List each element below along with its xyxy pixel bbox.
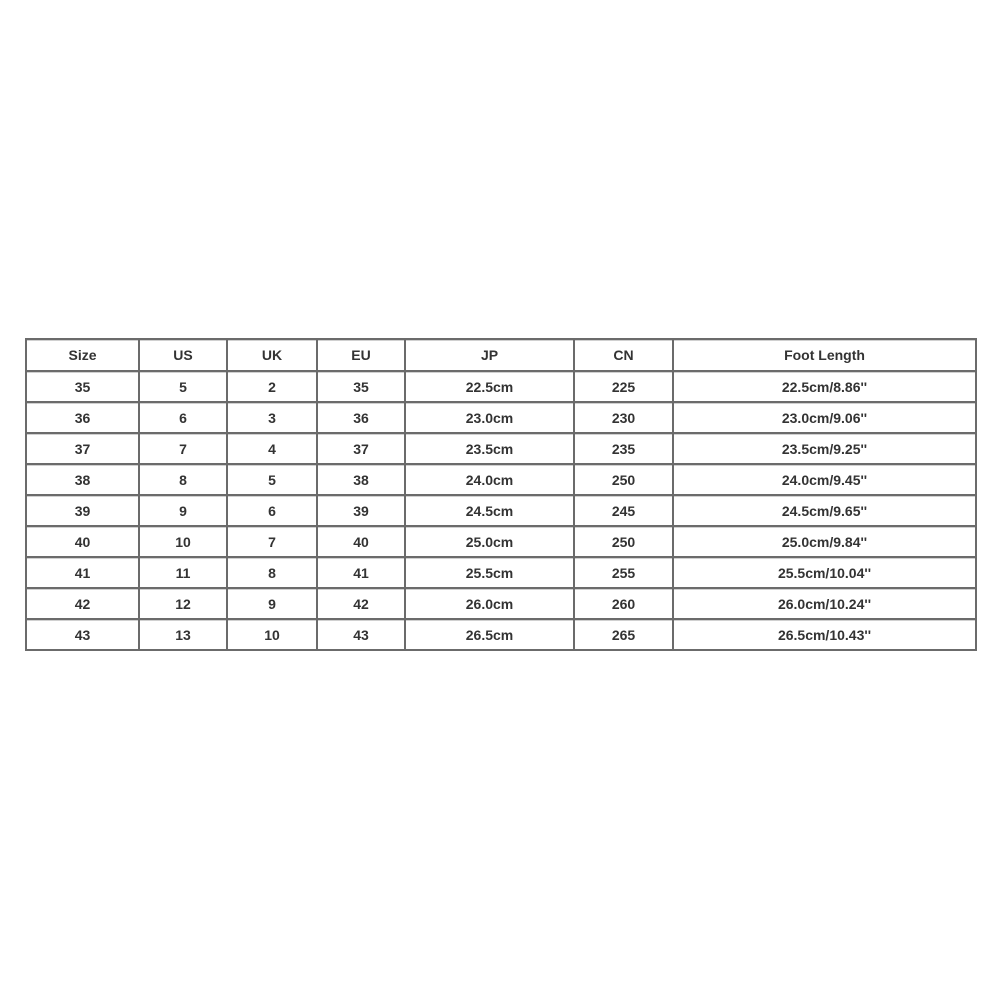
cell-uk: 7 — [228, 527, 318, 558]
header-eu: EU — [318, 340, 406, 372]
cell-foot-length: 24.5cm/9.65'' — [674, 496, 977, 527]
cell-eu: 43 — [318, 620, 406, 651]
table-row — [27, 465, 977, 496]
cell-cn: 235 — [575, 434, 674, 465]
cell-us: 10 — [140, 527, 228, 558]
cell-jp: 26.5cm — [406, 620, 575, 651]
cell-size: 43 — [27, 620, 140, 651]
cell-size: 37 — [27, 434, 140, 465]
table-row — [27, 434, 977, 465]
cell-eu: 42 — [318, 589, 406, 620]
cell-us: 7 — [140, 434, 228, 465]
cell-uk: 2 — [228, 372, 318, 403]
size-chart-table — [25, 338, 977, 651]
cell-cn: 260 — [575, 589, 674, 620]
table-header-row — [27, 340, 977, 372]
table-row — [27, 403, 977, 434]
cell-jp: 24.0cm — [406, 465, 575, 496]
cell-foot-length: 23.0cm/9.06'' — [674, 403, 977, 434]
cell-eu: 41 — [318, 558, 406, 589]
cell-us: 6 — [140, 403, 228, 434]
cell-uk: 3 — [228, 403, 318, 434]
cell-uk: 9 — [228, 589, 318, 620]
table-row — [27, 496, 977, 527]
cell-foot-length: 26.0cm/10.24'' — [674, 589, 977, 620]
cell-cn: 250 — [575, 465, 674, 496]
cell-eu: 37 — [318, 434, 406, 465]
cell-foot-length: 26.5cm/10.43'' — [674, 620, 977, 651]
cell-size: 36 — [27, 403, 140, 434]
cell-size: 42 — [27, 589, 140, 620]
cell-foot-length: 24.0cm/9.45'' — [674, 465, 977, 496]
cell-uk: 4 — [228, 434, 318, 465]
cell-cn: 250 — [575, 527, 674, 558]
cell-us: 12 — [140, 589, 228, 620]
header-foot-length: Foot Length — [674, 340, 977, 372]
cell-jp: 26.0cm — [406, 589, 575, 620]
cell-jp: 23.5cm — [406, 434, 575, 465]
cell-uk: 5 — [228, 465, 318, 496]
cell-size: 38 — [27, 465, 140, 496]
header-cn: CN — [575, 340, 674, 372]
table-row — [27, 620, 977, 651]
cell-eu: 38 — [318, 465, 406, 496]
cell-us: 5 — [140, 372, 228, 403]
cell-jp: 22.5cm — [406, 372, 575, 403]
table-row — [27, 527, 977, 558]
header-uk: UK — [228, 340, 318, 372]
header-jp: JP — [406, 340, 575, 372]
cell-us: 9 — [140, 496, 228, 527]
cell-foot-length: 23.5cm/9.25'' — [674, 434, 977, 465]
cell-size: 39 — [27, 496, 140, 527]
cell-jp: 24.5cm — [406, 496, 575, 527]
cell-jp: 23.0cm — [406, 403, 575, 434]
cell-uk: 10 — [228, 620, 318, 651]
cell-size: 40 — [27, 527, 140, 558]
cell-jp: 25.0cm — [406, 527, 575, 558]
cell-uk: 6 — [228, 496, 318, 527]
cell-eu: 40 — [318, 527, 406, 558]
cell-jp: 25.5cm — [406, 558, 575, 589]
cell-eu: 35 — [318, 372, 406, 403]
cell-cn: 265 — [575, 620, 674, 651]
cell-us: 13 — [140, 620, 228, 651]
cell-cn: 245 — [575, 496, 674, 527]
cell-eu: 39 — [318, 496, 406, 527]
cell-uk: 8 — [228, 558, 318, 589]
table-row — [27, 558, 977, 589]
cell-foot-length: 22.5cm/8.86'' — [674, 372, 977, 403]
cell-eu: 36 — [318, 403, 406, 434]
table-row — [27, 372, 977, 403]
cell-size: 35 — [27, 372, 140, 403]
table-row — [27, 589, 977, 620]
header-size: Size — [27, 340, 140, 372]
cell-cn: 255 — [575, 558, 674, 589]
cell-us: 8 — [140, 465, 228, 496]
cell-foot-length: 25.0cm/9.84'' — [674, 527, 977, 558]
header-us: US — [140, 340, 228, 372]
cell-us: 11 — [140, 558, 228, 589]
cell-cn: 230 — [575, 403, 674, 434]
cell-size: 41 — [27, 558, 140, 589]
cell-foot-length: 25.5cm/10.04'' — [674, 558, 977, 589]
size-chart-container — [25, 338, 975, 651]
cell-cn: 225 — [575, 372, 674, 403]
